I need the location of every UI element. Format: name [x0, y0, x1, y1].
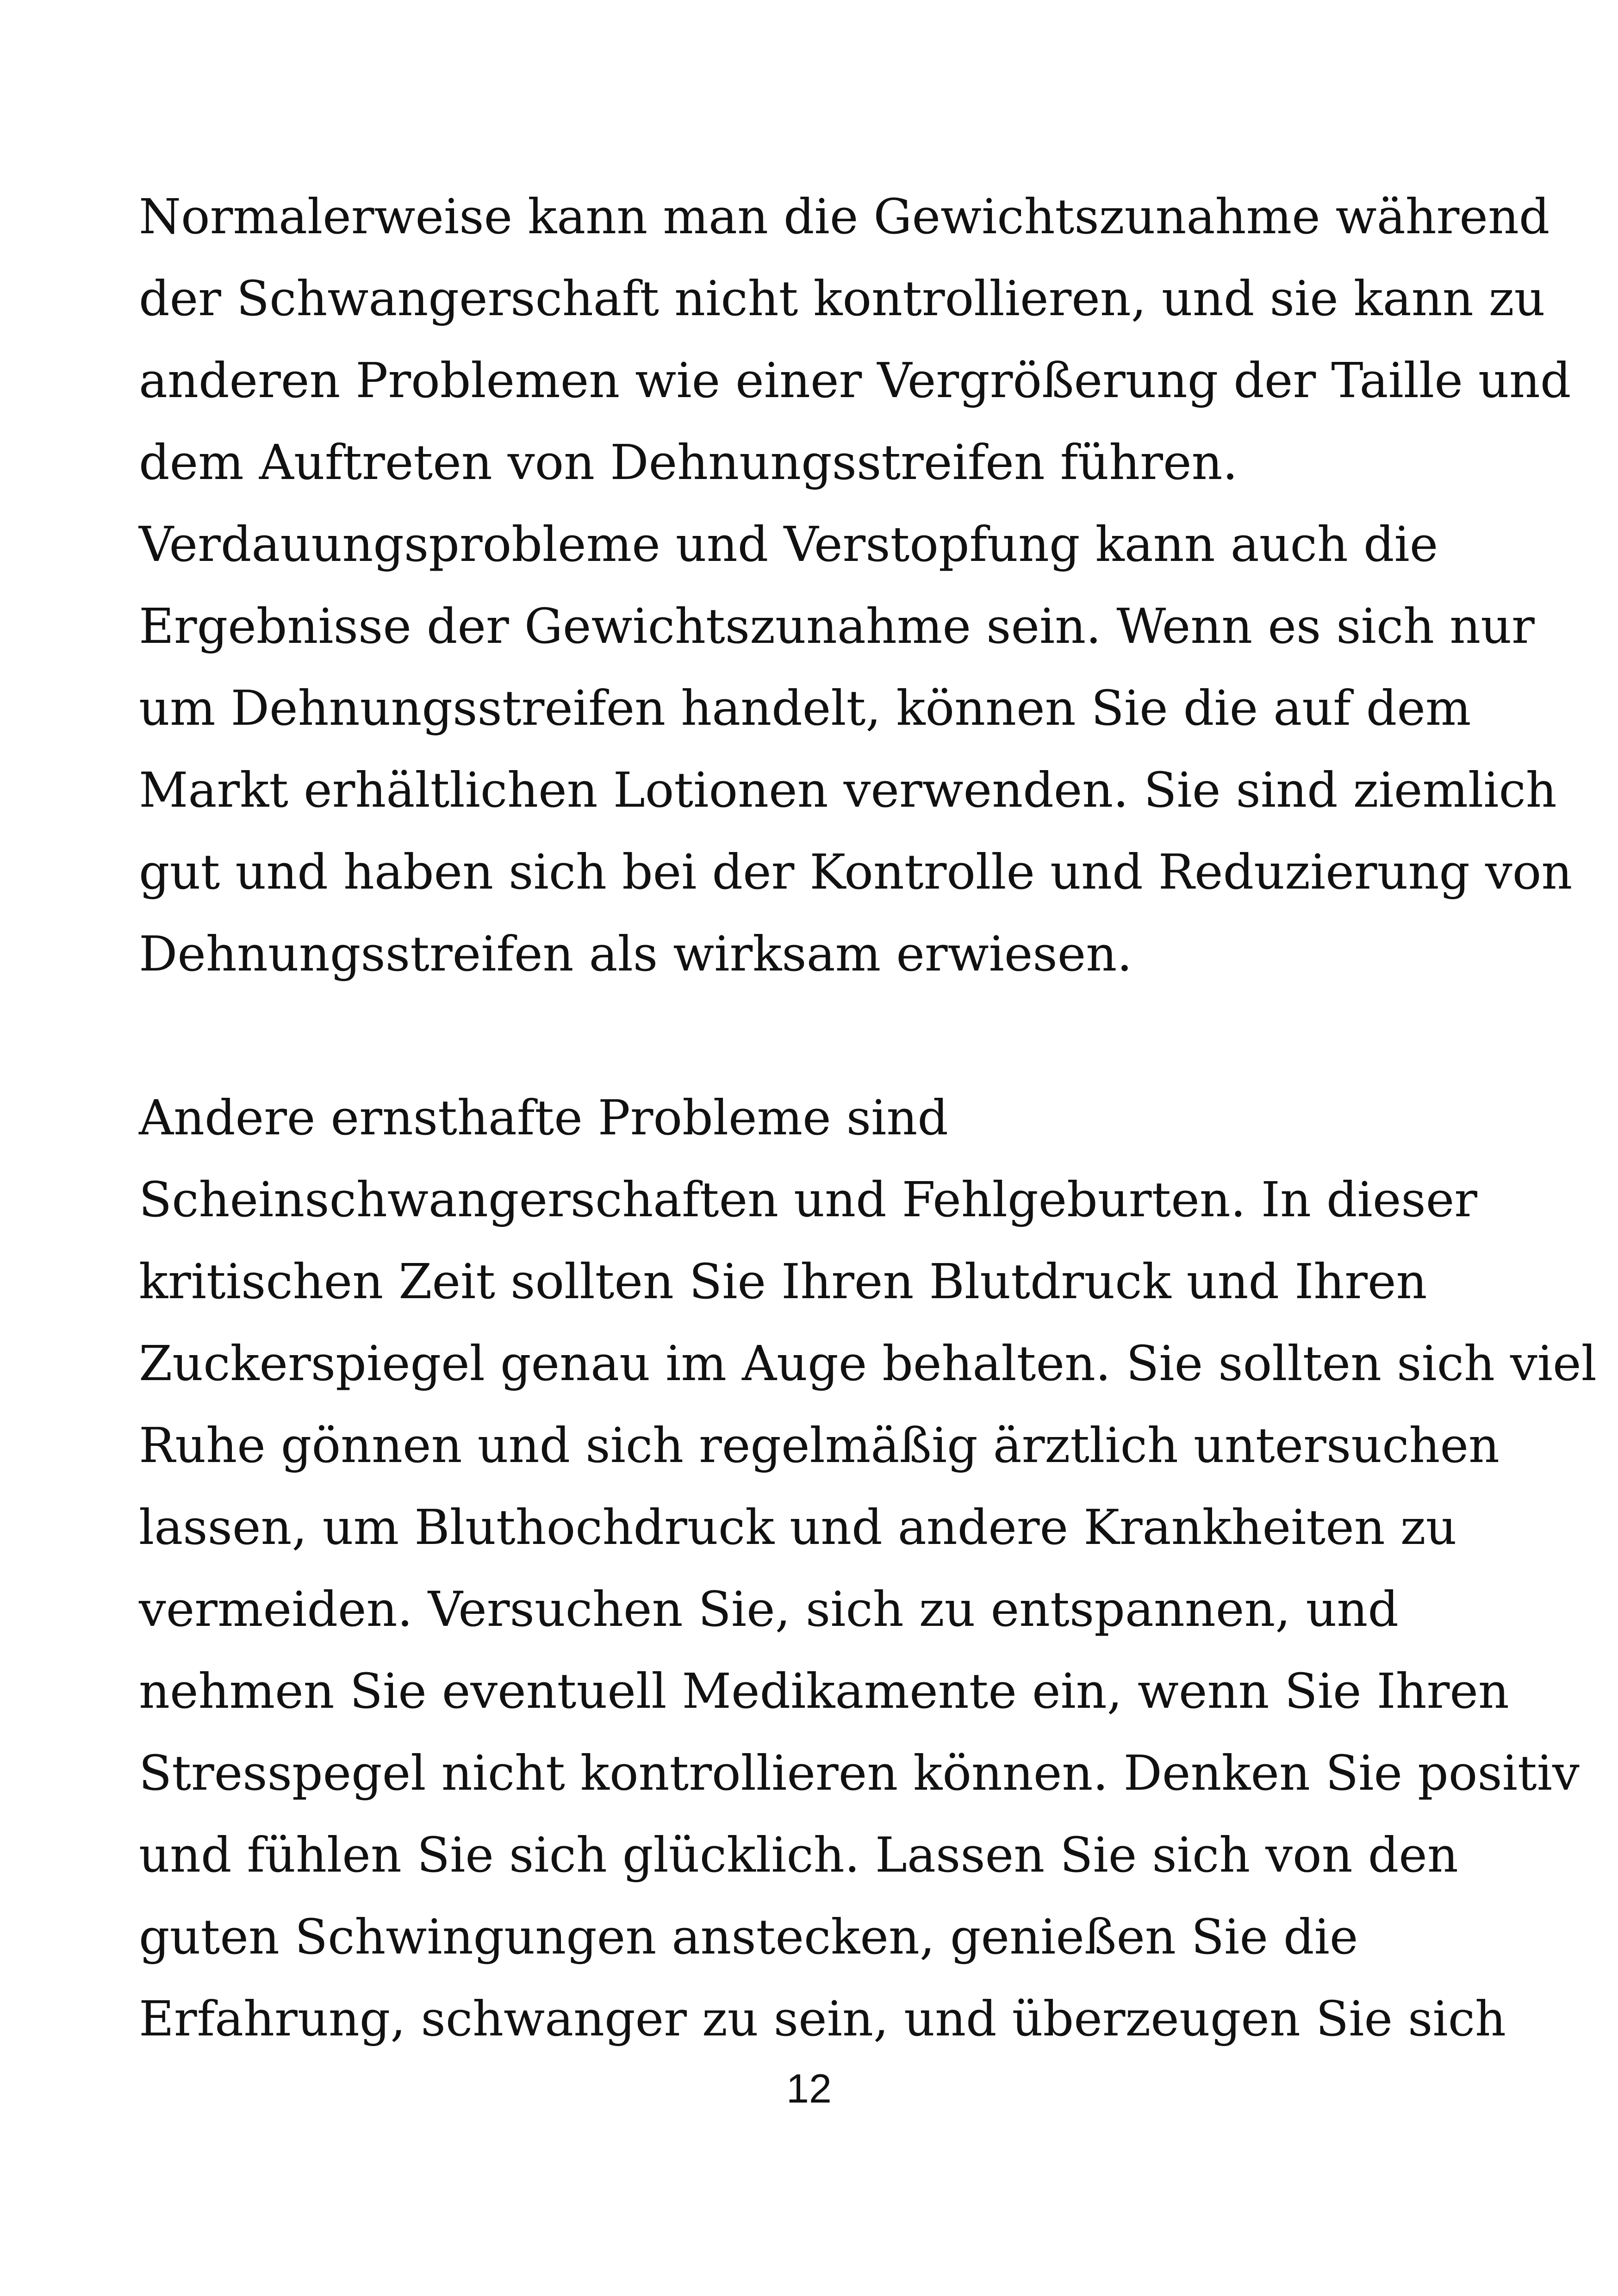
text-line: Scheinschwangerschaften und Fehlgeburten. In dieser	[139, 1171, 1477, 1228]
text-line: gut und haben sich bei der Kontrolle und Reduzierung von	[139, 844, 1573, 900]
text-line: Markt erhältlichen Lotionen verwenden. Sie sind ziemlich	[139, 762, 1557, 818]
text-line: Dehnungsstreifen als wirksam erwiesen.	[139, 926, 1133, 982]
text-line: nehmen Sie eventuell Medikamente ein, wenn Sie Ihren	[139, 1663, 1509, 1719]
text-line: Stresspegel nicht kontrollieren können. Denken Sie positiv	[139, 1745, 1580, 1801]
text-line: der Schwangerschaft nicht kontrollieren, und sie kann zu	[139, 270, 1545, 327]
text-line: Zuckerspiegel genau im Auge behalten. Sie sollten sich viel	[139, 1335, 1597, 1392]
text-line: Normalerweise kann man die Gewichtszunahme während	[139, 188, 1550, 245]
text-line: guten Schwingungen anstecken, genießen Sie die	[139, 1909, 1358, 1965]
text-line: vermeiden. Versuchen Sie, sich zu entspannen, und	[139, 1581, 1399, 1637]
text-line: dem Auftreten von Dehnungsstreifen führen.	[139, 434, 1238, 491]
text-line: Ruhe gönnen und sich regelmäßig ärztlich untersuchen	[139, 1417, 1500, 1474]
text-line: Verdauungsprobleme und Verstopfung kann auch die	[139, 516, 1438, 572]
paragraph-1	[139, 176, 1573, 995]
text-line: Ergebnisse der Gewichtszunahme sein. Wenn es sich nur	[139, 598, 1535, 654]
text-line: anderen Problemen wie einer Vergrößerung der Taille und	[139, 352, 1571, 409]
paragraph-gap	[139, 995, 1504, 1077]
text-line: um Dehnungsstreifen handelt, können Sie die auf dem	[139, 680, 1471, 736]
text-line: und fühlen Sie sich glücklich. Lassen Sie sich von den	[139, 1827, 1458, 1883]
body-text	[139, 176, 1597, 2060]
text-line: lassen, um Bluthochdruck und andere Krankheiten zu	[139, 1499, 1457, 1556]
paragraph-2	[139, 1077, 1597, 2060]
page-number: 12	[786, 2066, 832, 2111]
text-line: Erfahrung, schwanger zu sein, und überzeugen Sie sich	[139, 1991, 1506, 2047]
text-line: Andere ernsthafte Probleme sind	[139, 1089, 948, 1146]
text-line: kritischen Zeit sollten Sie Ihren Blutdruck und Ihren	[139, 1253, 1427, 1310]
